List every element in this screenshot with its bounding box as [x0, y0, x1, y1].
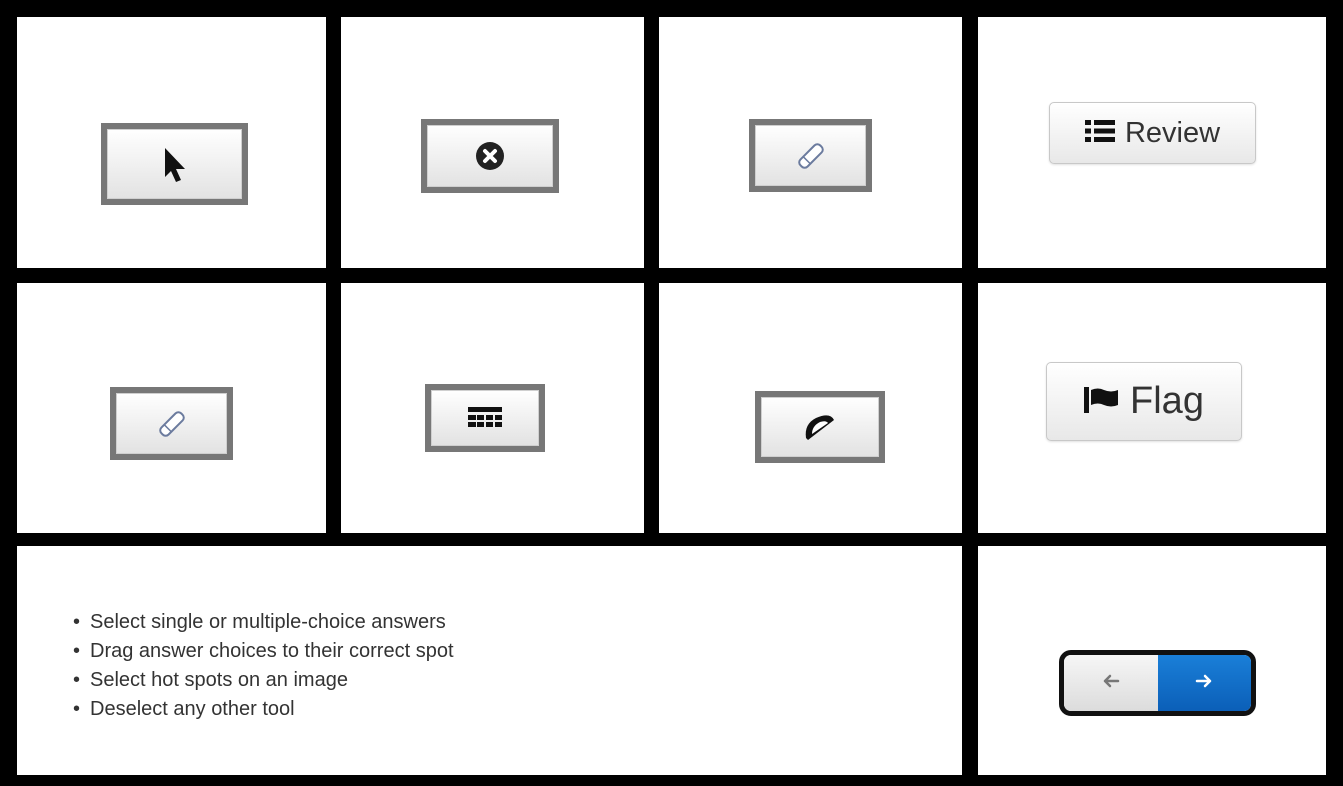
- close-tool-button[interactable]: [421, 119, 559, 193]
- navigation-cell: [978, 546, 1326, 775]
- review-button[interactable]: [1049, 102, 1256, 164]
- instructions-list: [73, 608, 454, 724]
- highlighter-tool-cell: [659, 17, 962, 268]
- instructions-cell: [17, 546, 962, 775]
- eraser-tool-cell: [17, 283, 326, 533]
- next-button[interactable]: [1158, 655, 1252, 711]
- protractor-tool-cell: [659, 283, 962, 533]
- highlighter-icon: [791, 138, 831, 174]
- flag-button[interactable]: [1046, 362, 1242, 441]
- list-icon: [1085, 117, 1115, 150]
- review-button-label: Review: [1124, 116, 1221, 149]
- calculator-tool-cell: [341, 283, 644, 533]
- close-tool-cell: [341, 17, 644, 268]
- calculator-tool-button[interactable]: [425, 384, 545, 452]
- flag-icon: [1084, 380, 1120, 423]
- pointer-tool-button[interactable]: [101, 123, 248, 205]
- pointer-tool-cell: [17, 17, 326, 268]
- instruction-item: • Select hot spots on an image: [73, 666, 454, 695]
- instruction-item: • Deselect any other tool: [73, 695, 454, 724]
- close-circle-icon: [474, 140, 506, 172]
- eraser-tool-button[interactable]: [110, 387, 233, 460]
- instruction-item: • Select single or multiple-choice answers: [73, 608, 454, 637]
- eraser-icon: [152, 406, 192, 442]
- protractor-icon: [802, 412, 838, 442]
- protractor-tool-button[interactable]: [755, 391, 885, 463]
- navigation-button-group: [1059, 650, 1256, 716]
- highlighter-tool-button[interactable]: [749, 119, 872, 192]
- calculator-icon: [468, 407, 502, 429]
- arrow-left-icon: [1102, 674, 1120, 693]
- arrow-right-icon: [1195, 674, 1213, 693]
- previous-button[interactable]: [1064, 655, 1158, 711]
- flag-button-label: Flag: [1130, 380, 1204, 422]
- pointer-arrow-icon: [158, 144, 192, 184]
- flag-cell: [978, 283, 1326, 533]
- instruction-item: • Drag answer choices to their correct spot: [73, 637, 454, 666]
- review-cell: [978, 17, 1326, 268]
